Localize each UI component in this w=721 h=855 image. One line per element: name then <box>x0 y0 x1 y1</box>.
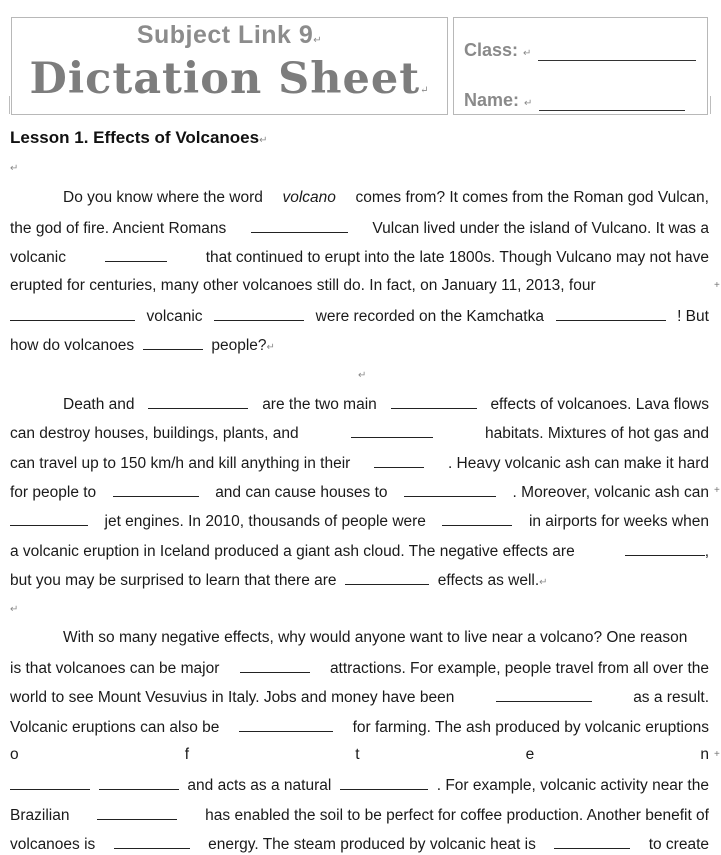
sheet-title: Dictation Sheet↵ <box>29 54 430 104</box>
line-mark: + <box>714 485 720 496</box>
blank[interactable] <box>214 305 304 321</box>
p1-line-5: volcanic were recorded on the Kamchatka ! But <box>10 305 709 327</box>
title-box <box>11 17 448 115</box>
blank[interactable] <box>97 804 177 820</box>
blank[interactable] <box>105 246 167 262</box>
blank[interactable] <box>391 393 477 409</box>
p2-line-6: a volcanic eruption in Iceland produced a giant ash cloud. The negative effects are , <box>10 540 709 562</box>
blank[interactable] <box>404 481 496 497</box>
p1-line-4: erupted for centuries, many other volcanoes still do. In fact, on January 11, 2013, four <box>10 277 596 294</box>
p2-line-5: jet engines. In 2010, thousands of people were in airports for weeks when <box>10 510 709 532</box>
p2-line-3: can travel up to 150 km/h and kill anything in their . Heavy volcanic ash can make it hard <box>10 452 709 474</box>
blank[interactable] <box>554 833 630 849</box>
blank[interactable] <box>625 540 705 556</box>
p3-line-6: and acts as a natural . For example, volcanic activity near the <box>10 774 709 796</box>
blank[interactable] <box>148 393 248 409</box>
class-field[interactable] <box>538 44 696 61</box>
p1-line-1: Do you know where the word volcano comes from? It comes from the Roman god Vulcan, <box>63 189 709 206</box>
paragraph-mark: ↵ <box>358 370 367 381</box>
blank[interactable] <box>99 774 179 790</box>
p1-line-3: volcanic that continued to erupt into the late 1800s. Though Vulcano may not have <box>10 246 709 268</box>
paragraph-mark: ↵ <box>10 163 19 174</box>
p2-line-7: but you may be surprised to learn that there are effects as well. ↵ <box>10 569 709 593</box>
p3-line-8: volcanoes is energy. The steam produced by volcanic heat is to create <box>10 833 709 855</box>
blank[interactable] <box>351 422 433 438</box>
student-info-box <box>453 17 708 115</box>
p1-line-6: how do volcanoes people? ↵ <box>10 334 709 358</box>
name-label: Name: <box>464 90 520 110</box>
blank[interactable] <box>10 774 90 790</box>
crop-mark-right <box>710 96 711 114</box>
crop-mark-left <box>9 96 10 114</box>
line-mark: + <box>714 280 720 291</box>
p3-line-4: Volcanic eruptions can also be for farming. The ash produced by volcanic eruptions <box>10 716 709 738</box>
p3-line-2: is that volcanoes can be major attractions. For example, people travel from all over the <box>10 657 709 679</box>
class-label: Class: <box>464 40 519 60</box>
blank[interactable] <box>240 657 310 673</box>
name-row: Name: ↵ <box>464 90 685 111</box>
blank[interactable] <box>10 510 88 526</box>
name-field[interactable] <box>539 94 685 111</box>
p3-line-3: world to see Mount Vesuvius in Italy. Jobs and money have been as a result. <box>10 686 709 708</box>
blank[interactable] <box>374 452 424 468</box>
class-row: Class: ↵ <box>464 40 696 61</box>
blank[interactable] <box>113 481 199 497</box>
p3-line-5: o f t e n <box>10 746 709 763</box>
p2-line-2: can destroy houses, buildings, plants, and habitats. Mixtures of hot gas and <box>10 422 709 444</box>
line-mark: + <box>714 749 720 760</box>
blank[interactable] <box>251 217 348 233</box>
p2-line-4: for people to and can cause houses to . Moreover, volcanic ash can <box>10 481 709 503</box>
blank[interactable] <box>10 305 135 321</box>
subject-title: Subject Link 9↵ <box>136 21 323 49</box>
p3-line-7: Brazilian has enabled the soil to be perfect for coffee production. Another benefit of <box>10 804 709 826</box>
blank[interactable] <box>239 716 333 732</box>
blank[interactable] <box>340 774 428 790</box>
blank[interactable] <box>143 334 203 350</box>
blank[interactable] <box>345 569 429 585</box>
blank[interactable] <box>556 305 666 321</box>
p1-line-2: the god of fire. Ancient Romans Vulcan lived under the island of Vulcano. It was a <box>10 217 709 239</box>
blank[interactable] <box>442 510 512 526</box>
blank[interactable] <box>114 833 190 849</box>
paragraph-mark: ↵ <box>10 604 19 615</box>
p2-line-1: Death and are the two main effects of volcanoes. Lava flows <box>63 393 709 415</box>
p3-line-1: With so many negative effects, why would anyone want to live near a volcano? One reason <box>63 629 688 646</box>
lesson-title: Lesson 1. Effects of Volcanoes↵ <box>10 128 268 147</box>
blank[interactable] <box>496 686 592 702</box>
